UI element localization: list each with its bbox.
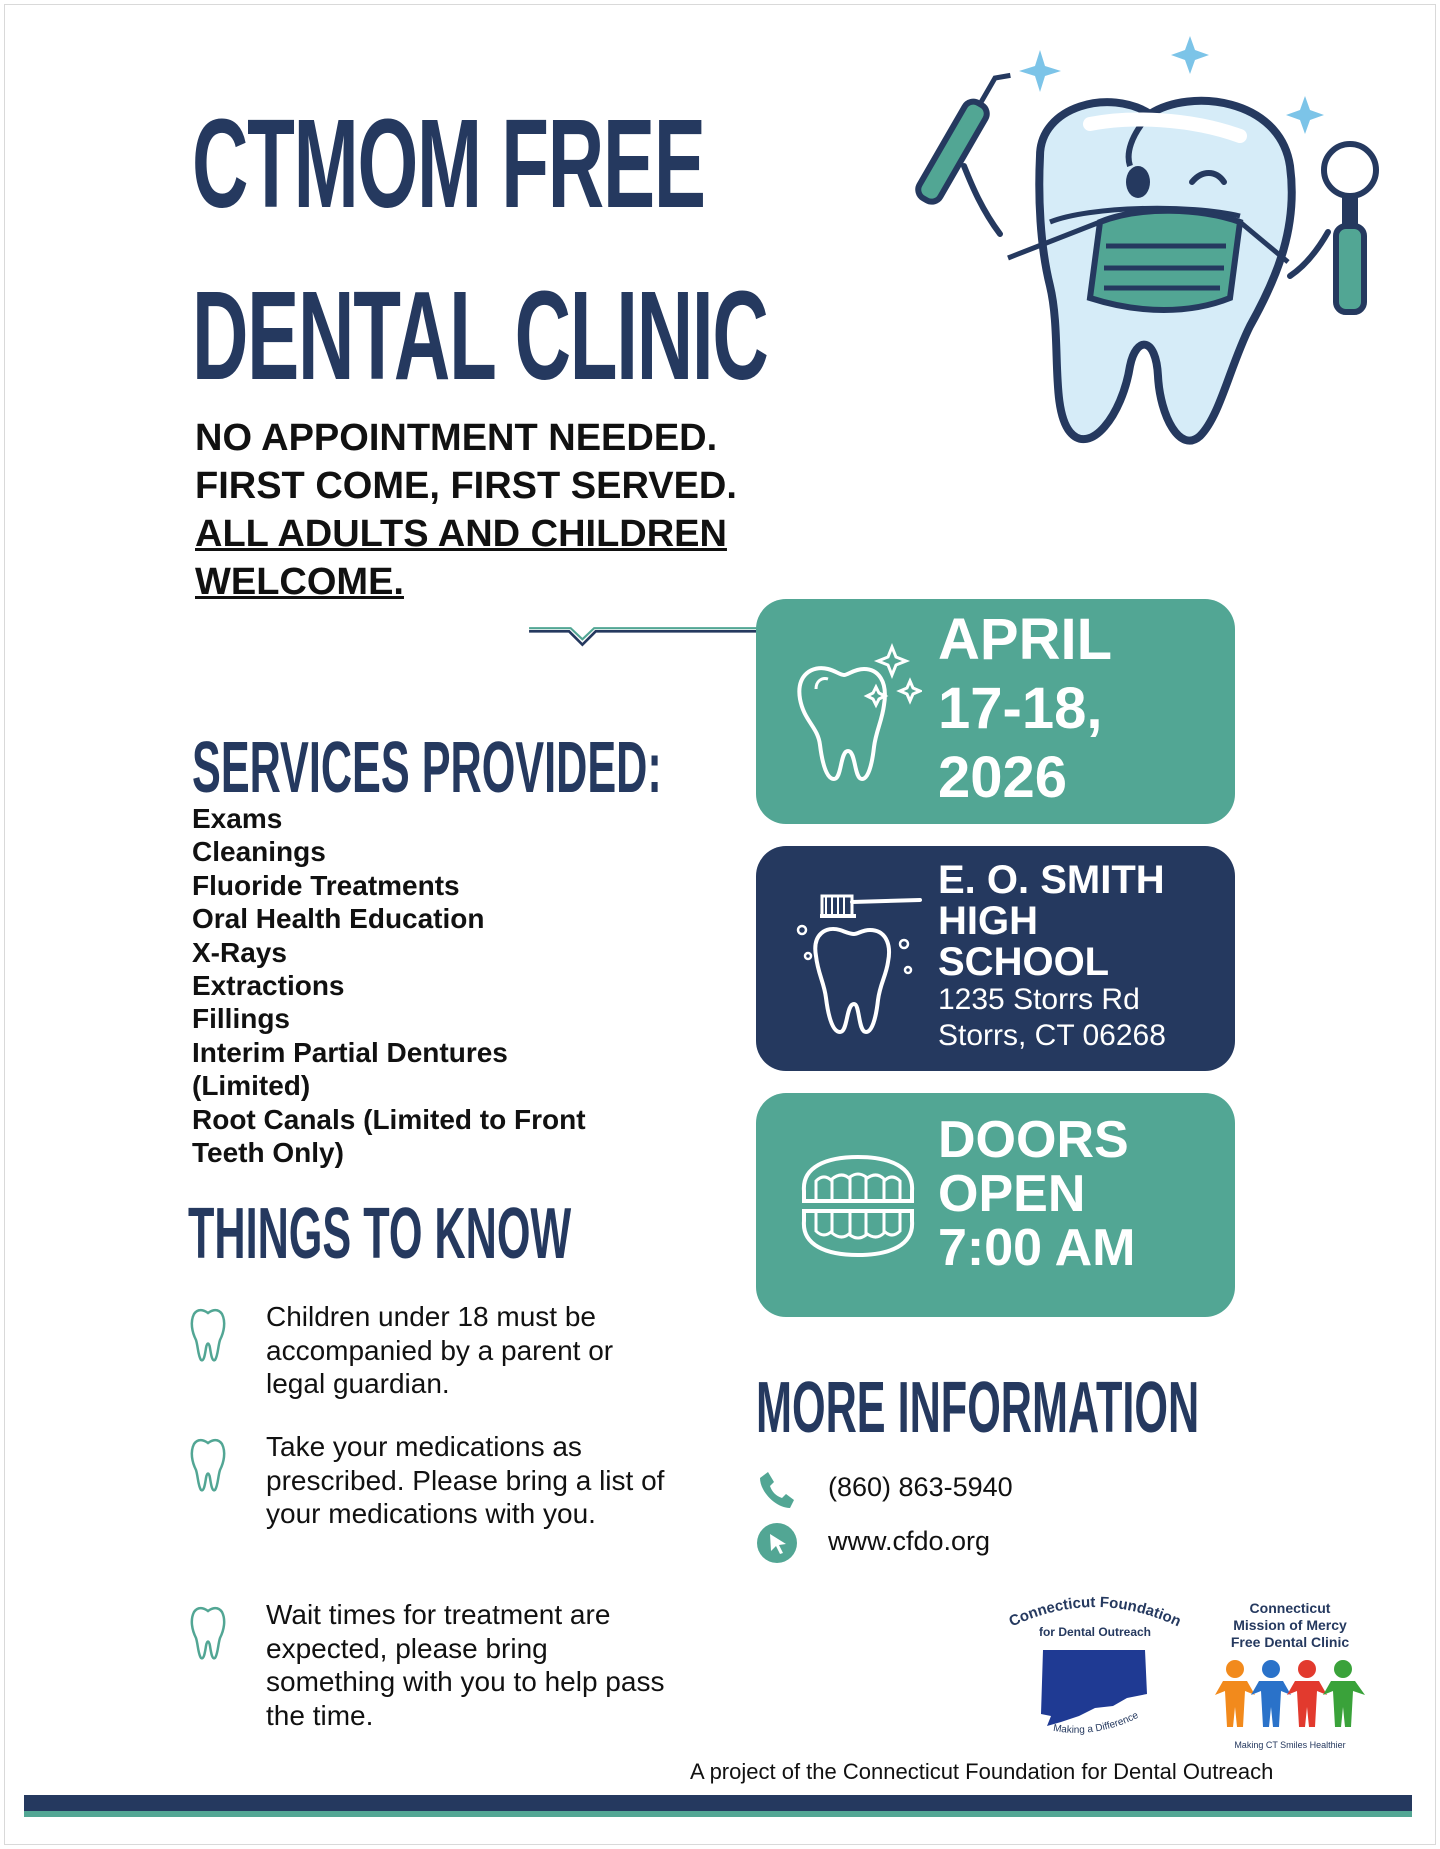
list-item: Interim Partial Dentures <box>192 1036 508 1068</box>
cfdo-logo-name: Connecticut Foundation <box>1006 1593 1184 1631</box>
date-card <box>756 599 1235 824</box>
list-item: Root Canals (Limited to Front <box>192 1103 586 1135</box>
ctmom-logo <box>1210 1600 1370 1754</box>
bottom-bar <box>24 1795 1412 1811</box>
bottom-bar-accent <box>24 1811 1412 1817</box>
cfdo-logo-tagline: Making a Difference <box>1052 1709 1141 1736</box>
date-line: 2026 <box>938 745 1068 810</box>
list-item: Exams <box>192 803 283 834</box>
list-item: Fillings <box>192 1003 290 1035</box>
doors-open-time <box>938 1113 1135 1275</box>
list-item: X-Rays <box>192 936 287 968</box>
location-name-line: E. O. SMITH <box>938 858 1165 902</box>
list-item: Teeth Only) <box>192 1137 344 1169</box>
doors-card <box>756 1093 1235 1317</box>
phone-number[interactable]: (860) 863-5940 <box>828 1472 1013 1502</box>
location-name <box>938 860 1165 983</box>
website-link[interactable]: www.cfdo.org <box>828 1526 991 1556</box>
location-name-line: HIGH <box>938 899 1038 943</box>
services-list <box>192 802 672 1169</box>
doors-line: OPEN <box>938 1165 1086 1223</box>
teeth-icon <box>796 1151 920 1261</box>
date-line: 17-18, <box>938 676 1103 741</box>
list-item: (Limited) <box>192 1070 311 1102</box>
more-info-heading: MORE INFORMATION <box>756 1368 1200 1448</box>
footer-note: A project of the Connecticut Foundation for Dental Outreach <box>690 1759 1274 1784</box>
list-item: Fluoride Treatments <box>192 869 460 901</box>
intro-text <box>195 414 737 606</box>
intro-line: NO APPOINTMENT NEEDED. <box>195 417 718 459</box>
address-line: 1235 Storrs Rd <box>938 983 1140 1016</box>
ctmom-logo-tagline: Making CT Smiles Healthier <box>1234 1740 1346 1750</box>
tooth-outline-icon <box>188 1306 228 1364</box>
list-item: Oral Health Education <box>192 903 485 935</box>
doors-line: 7:00 AM <box>938 1219 1136 1277</box>
ctmom-logo-line: Mission of Mercy <box>1233 1617 1347 1633</box>
page-title: CTMOM FREE DENTAL CLINIC <box>192 93 768 406</box>
things-to-know-heading: THINGS TO KNOW <box>188 1194 572 1274</box>
intro-line-underlined: WELCOME. <box>195 561 404 603</box>
phone-icon <box>756 1468 798 1510</box>
location-card <box>756 846 1235 1071</box>
ctmom-logo-line: Connecticut <box>1249 1600 1331 1616</box>
tooth-outline-icon <box>188 1436 228 1494</box>
services-heading: SERVICES PROVIDED: <box>192 728 662 808</box>
know-item-text: Children under 18 must be accompanied by a parent or legal guardian. <box>266 1301 614 1399</box>
event-date <box>938 605 1112 812</box>
sparkle-tooth-icon <box>792 635 922 785</box>
date-line: APRIL <box>938 607 1112 672</box>
toothbrush-tooth-icon <box>796 890 926 1040</box>
cfdo-logo-sub: for Dental Outreach <box>1038 1625 1152 1639</box>
know-item-text: Wait times for treatment are expected, please bring something with you to help pass the time. <box>266 1599 665 1731</box>
tooth-mascot-icon <box>890 36 1410 496</box>
address-line: Storrs, CT 06268 <box>938 1019 1166 1052</box>
tooth-outline-icon <box>188 1604 228 1662</box>
cursor-icon <box>756 1522 798 1564</box>
know-item-text: Take your medications as prescribed. Please bring a list of your medications with you. <box>266 1431 665 1529</box>
location-address <box>938 982 1166 1054</box>
intro-line: FIRST COME, FIRST SERVED. <box>195 465 737 507</box>
list-item: Extractions <box>192 970 345 1002</box>
cfdo-logo <box>995 1590 1195 1750</box>
doors-line: DOORS <box>938 1111 1129 1169</box>
ctmom-logo-line: Free Dental Clinic <box>1230 1634 1350 1650</box>
list-item: Cleanings <box>192 836 326 868</box>
location-name-line: SCHOOL <box>938 940 1110 984</box>
intro-line-underlined: ALL ADULTS AND CHILDREN <box>195 513 727 555</box>
people-chain-icon <box>1215 1657 1365 1731</box>
